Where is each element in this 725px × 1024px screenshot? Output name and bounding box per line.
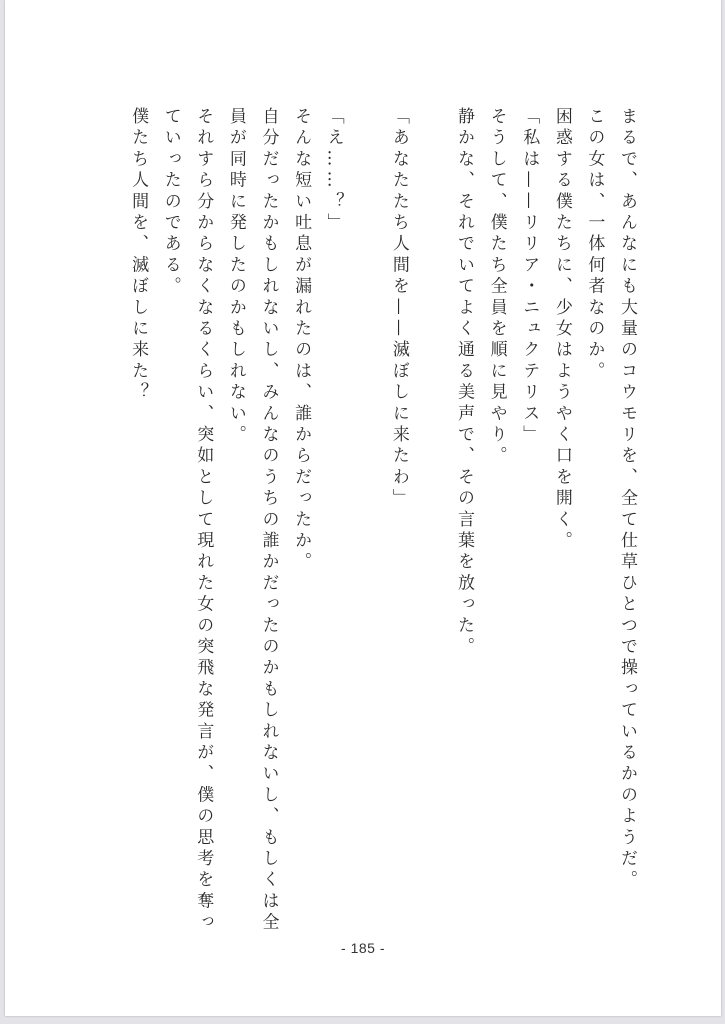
- book-page: [5, 0, 721, 1016]
- text-line: この女は、一体何者なのか。: [584, 107, 605, 383]
- vertical-text-body: [122, 107, 644, 937]
- text-line: 静かな、それでいてよく通る美声で、その言葉を放った。: [454, 107, 475, 659]
- text-line: 自分だったかもしれないし、みんなのうちの誰かだったのかもしれないし、もしくは全: [258, 107, 279, 934]
- text-line: 困惑する僕たちに、少女はようやく口を開く。: [551, 107, 572, 553]
- page-number: - 185 -: [341, 940, 385, 956]
- blank-line: [415, 107, 448, 937]
- text-line: そうして、僕たち全員を順に見やり。: [486, 107, 507, 468]
- text-line: 「あなたたち人間を——滅ぼしに来たわ」: [388, 107, 409, 510]
- text-line: ていったのである。: [160, 107, 181, 298]
- text-line: そんな短い吐息が漏れたのは、誰からだったか。: [291, 107, 312, 574]
- text-line: 「え……？」: [323, 107, 344, 235]
- text-line: 「私は——リリア・ニュクテリス」: [519, 107, 540, 447]
- text-line: それすら分からなくなるくらい、突如として現れた女の突飛な発言が、僕の思考を奪っ: [193, 107, 214, 934]
- text-line: 僕たち人間を、滅ぼしに来た？: [128, 107, 149, 404]
- blank-line: [350, 107, 383, 937]
- text-line: まるで、あんなにも大量のコウモリを、全て仕草ひとつで操っているかのようだ。: [617, 107, 637, 892]
- text-line: 員が同時に発したのかもしれない。: [225, 107, 246, 447]
